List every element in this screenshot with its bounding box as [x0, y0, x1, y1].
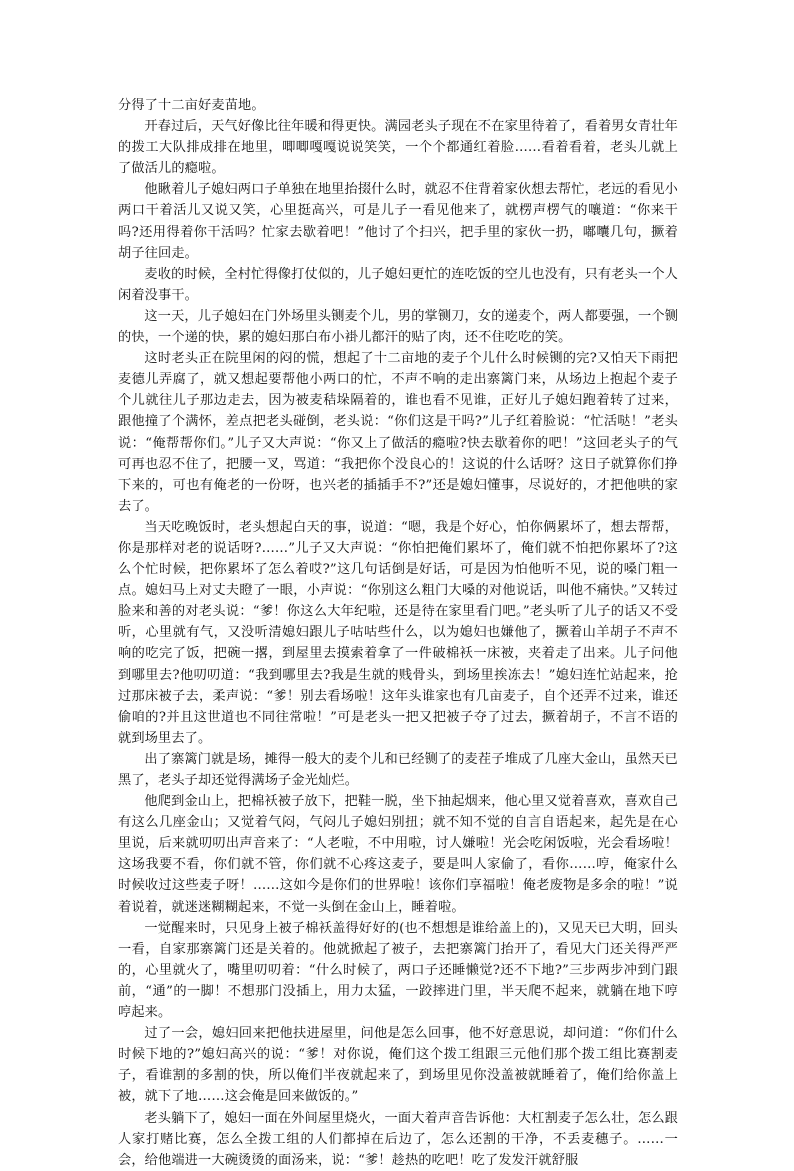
- paragraph: 过了一会，媳妇回来把他扶进屋里，问他是怎么回事，他不好意思说，却问道：“你们什么时候下地的?”媳妇高兴的说：“爹！对你说，俺们这个拨工组跟三元他们那个拨工组比赛割麦子，看谁割的多割的快，所以俺们半夜就起来了，到场里见你没盖被就睡着了，俺们给你盖上被，就下了地……这会俺是回来做饭的。”: [118, 1026, 678, 1105]
- paragraph: 老头躺下了，媳妇一面在外间屋里烧火，一面大着声音告诉他：大杠割麦子怎么壮，怎么跟人家打赌比赛，怎么全拨工组的人们都掉在后边了，怎么还割的干净，不丢麦穗子。……一会，给他端进一大碗烫烫的面汤来，说：“爹！趁热的吃吧！吃了发发汗就舒服: [118, 1110, 678, 1168]
- paragraph: 出了寨篱门就是场，摊得一般大的麦个儿和已经铡了的麦茬子堆成了几座大金山，虽然天已黑了，老头子却还觉得满场子金光灿烂。: [118, 751, 678, 788]
- paragraph: 这时老头正在院里闲的闷的慌，想起了十二亩地的麦子个儿什么时候铡的完?又怕天下雨把麦德儿弄腐了，就又想起要帮他小两口的忙，不声不响的走出寨篱门来，从场边上抱起个麦子个儿就往儿子那边走去，因为被麦秸垛隔着的，谁也看不见谁，正好儿子媳妇跑着转了过来，跟他撞了个满怀，差点把老头碰倒，老头说：“你们这是干吗?”儿子红着脸说：“忙活哒！”老头说：“俺帮帮你们。”儿子又大声说：“你又上了做活的瘾啦?快去歇着你的吧！”这回老头子的气可再也忍不住了，把腰一叉，骂道：“我把你个没良心的！这说的什么话呀？这日子就算你们挣下来的，可也有俺老的一份呀，也兴老的插插手不?”还是媳妇懂事，尽说好的，才把他哄的家去了。: [118, 351, 678, 514]
- paragraph: 这一天，儿子媳妇在门外场里头铡麦个儿，男的掌铡刀，女的递麦个，两人都要强，一个铡的快，一个递的快，累的媳妇那白布小褂儿都汗的贴了肉，还不住吃吃的笑。: [118, 308, 678, 346]
- paragraph: 他瞅着儿子媳妇两口子单独在地里抬掇什么时，就忍不住背着家伙想去帮忙，老远的看见小两口干着活儿又说又笑，心里挺高兴，可是儿子一看见他来了，就楞声楞气的嚷道：“你来干吗?还用得着你干活吗？忙家去歇着吧！”他讨了个扫兴，把手里的家伙一扔，嘟囔几句，撅着胡子往回走。: [118, 182, 678, 261]
- paragraph: 当天吃晚饭时，老头想起白天的事，说道：“嗯，我是个好心，怕你俩累坏了，想去帮帮，你是那样对老的说话呀?……”儿子又大声说：“你怕把俺们累坏了，俺们就不怕把你累坏了?这么个忙时候，把你累坏了怎么着哎?”这几句话倒是好话，可是因为怕他听不见，说的嗓门粗一点。媳妇马上对丈夫瞪了一眼，小声说：“你别这么粗门大嗓的对他说话，叫他不痛快。”又转过脸来和善的对老头说：“爹！你这么大年纪啦，还是待在家里看门吧。”老头听了儿子的话又不受听，心里就有气，又没听清媳妇跟儿子咕咕些什么，以为媳妇也嫌他了，撅着山羊胡子不声不响的吃完了饭，把碗一撂，到屋里去摸索着拿了一件破棉袄一床被，夹着走了出来。儿子问他到哪里去?他叨叨道：“我到哪里去?我是生就的贱骨头，到场里挨冻去！”媳妇连忙站起来，抢过那床被子去，柔声说：“爹！别去看场啦！这年头谁家也有几亩麦子，自个还弄不过来，谁还偷咱的?并且这世道也不同往常啦！”可是老头一把又把被子夺了过去，撅着胡子，不言不语的就到场里去了。: [118, 519, 678, 746]
- paragraph: 一觉醒来时，只见身上被子棉袄盖得好好的(也不想想是谁给盖上的)，又见天已大明，回头一看，自家那寨篱门还是关着的。他就掀起了被子，去把寨篱门抬开了，看见大门还关得严严的，心里就火了，嘴里叨叨着：“什么时候了，两口子还睡懒觉?还不下地?”三步两步冲到门跟前，“通”的一脚！不想那门没插上，用力太猛，一跤摔进门里，半天爬不起来，就躺在地下哼哼起来。: [118, 920, 678, 1021]
- document-page: [118, 95, 678, 1171]
- paragraph: 开春过后，天气好像比往年暖和得更快。满园老头子现在不在家里待着了，看着男女青壮年的拨工大队排成排在地里，唧唧嘎嘎说说笑笑，一个个都通红着脸……看着看着，老头儿就上了做活儿的瘾啦。: [118, 119, 678, 177]
- paragraph: 麦收的时候，全村忙得像打仗似的，儿子媳妇更忙的连吃饭的空儿也没有，只有老头一个人闲着没事干。: [118, 266, 678, 303]
- paragraph: 分得了十二亩好麦苗地。: [118, 98, 265, 113]
- paragraph: 他爬到金山上，把棉袄被子放下，把鞋一脱，坐下抽起烟来，他心里又觉着喜欢，喜欢自己有这么几座金山；又觉着气闷，气闷儿子媳妇别扭；就不知不觉的自言自语起来，起先是在心里说，后来就叨叨出声音来了：“人老啦，不中用啦，讨人嫌啦！光会吃闲饭啦，光会看场啦！这场我要不看，你们就不管，你们就不心疼这麦子，要是叫人家偷了，看你……哼，俺家什么时候收过这些麦子呀！……这如今是你们的世界啦！该你们享福啦！俺老废物是多余的啦！”说着说着，就迷迷糊糊起来，不觉一头倒在金山上，睡着啦。: [118, 794, 678, 915]
